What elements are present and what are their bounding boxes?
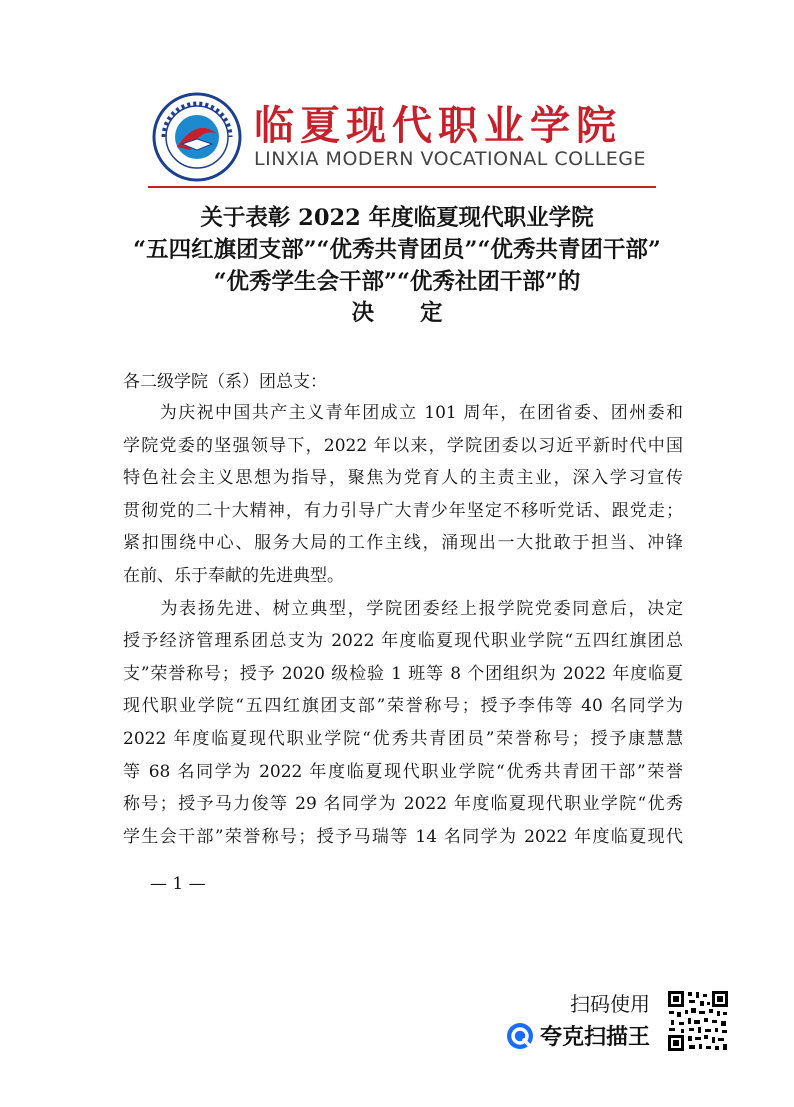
quark-logo-icon (506, 1022, 534, 1050)
college-seal-logo (152, 92, 242, 182)
letterhead (150, 84, 660, 194)
header-divider (148, 186, 656, 188)
document-title-line-4: 决定 (351, 300, 489, 326)
body-line: 贯彻党的二十大精神，有力引导广大青少年坚定不移听党话、跟党走； (123, 501, 683, 521)
college-name-cn: 临夏现代职业学院 (254, 102, 622, 149)
body-line: 学院党委的坚强领导下，2022 年以来，学院团委以习近平新时代中国 (123, 436, 683, 456)
document-title-line-3: “优秀学生会干部”“优秀社团干部”的 (213, 269, 581, 295)
scan-label: 扫码使用 (570, 992, 650, 1016)
body-line: 为表扬先进、树立典型，学院团委经上报学院党委同意后，决定 (123, 599, 683, 619)
body-line: 紧扣围绕中心、服务大局的工作主线，涌现出一大批敢于担当、冲锋 (123, 533, 683, 553)
college-name-en: LINXIA MODERN VOCATIONAL COLLEGE (254, 148, 647, 170)
app-name: 夸克扫描王 (540, 1025, 651, 1050)
document-title-line-1: 关于表彰 2022 年度临夏现代职业学院 (200, 205, 594, 231)
body-line: 为庆祝中国共产主义青年团成立 101 周年，在团省委、团州委和 (123, 403, 683, 423)
document-title-line-2: “五四红旗团支部”“优秀共青团员”“优秀共青团干部” (133, 237, 661, 263)
body-line: 特色社会主义思想为指导，聚焦为党育人的主责主业，深入学习宣传 (123, 468, 683, 488)
body-line: 在前、乐于奉献的先进典型。 (123, 566, 344, 586)
qr-code-icon[interactable] (667, 990, 729, 1052)
page-number: — 1 — (150, 874, 206, 894)
body-line: 授予经济管理系团总支为 2022 年度临夏现代职业学院“五四红旗团总 (123, 631, 683, 651)
body-line: 2022 年度临夏现代职业学院“优秀共青团员”荣誉称号；授予康慧慧 (123, 729, 683, 749)
salutation: 各二级学院（系）团总支： (123, 372, 327, 392)
body-line: 等 68 名同学为 2022 年度临夏现代职业学院“优秀共青团干部”荣誉 (123, 762, 683, 782)
body-line: 支”荣誉称号；授予 2020 级检验 1 班等 8 个团组织为 2022 年度临夏 (123, 664, 683, 684)
body-line: 称号；授予马力俊等 29 名同学为 2022 年度临夏现代职业学院“优秀 (123, 794, 683, 814)
body-line: 学生会干部”荣誉称号；授予马瑞等 14 名同学为 2022 年度临夏现代 (123, 827, 683, 847)
body-line: 现代职业学院“五四红旗团支部”荣誉称号；授予李伟等 40 名同学为 (123, 696, 683, 716)
